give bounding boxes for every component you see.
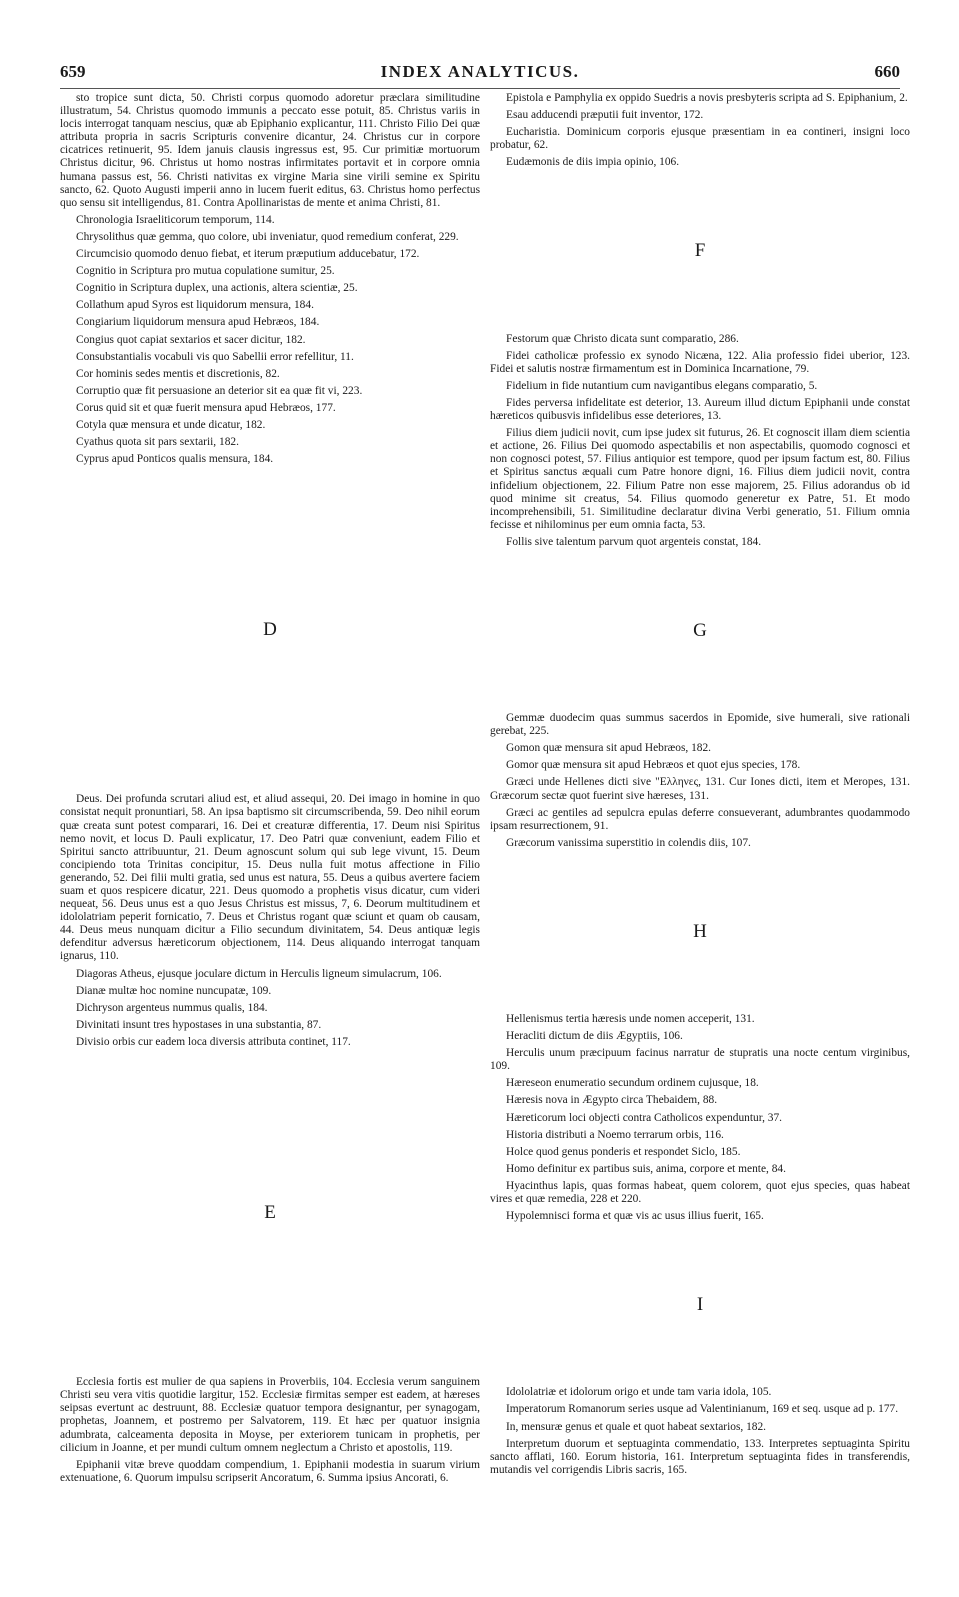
index-entry: Eudæmonis de diis impia opinio, 106. [506,156,680,169]
index-entry: Gomor quæ mensura sit apud Hebræos et quot ejus species, 178. [506,759,801,772]
index-entry: Congiarium liquidorum mensura apud Hebræos, 184. [76,316,320,329]
left-column [60,92,480,1489]
index-entry: Ecclesia fortis est mulier de qua sapiens in Proverbiis, 104. Ecclesia verum sanguinem Christi seu vera vitis quotidie largitur, 152. Ecclesiæ firmitas semper est eadem, at hæreses seipsas evertunt ac destruunt, 88. Ecclesiæ quatuor tempora designantur, per synagogam, prophetas, Joannem, et postremo per Salvatorem, 119. Et hæc per quatuor insignia adumbrata, calceamenta deposita in Moyse, per exteriorem tunicam in prophetis, per cilicium in Joanne, et per mundi cultum omnem neglectum a Christo et apostolis, 119. [60,1376,480,1454]
index-entry: Imperatorum Romanorum series usque ad Valentinianum, 169 et seq. usque ad p. 177. [506,1403,899,1416]
index-entry: Esau adducendi præputii fuit inventor, 172. [506,109,704,122]
index-entry: Fides perversa infidelitate est deterior, 13. Aureum illud dictum Epiphanii unde constat hæreticos quibusvis infidelibus esse deteriores, 13. [490,396,910,423]
index-entry: Græci unde Hellenes dicti sive "Ελληνες, 131. Cur Iones dicti, item et Meropes, 131. Græcorum sectæ quot fuerint sive hæreses, 131. [490,776,910,802]
index-entry: Interpretum duorum et septuaginta commendatio, 133. Interpretes septuaginta Spiritu sancto afflati, 160. Eorum historia, 161. Interpretum septuaginta fides in transferendis, mutandis vel corrigendis Libris sacris, 165. [490,1437,910,1476]
index-entry: Græci ac gentiles ad sepulcra epulas deferre consueverant, adumbrantes quodammodo ipsam resurrectionem, 91. [490,806,910,832]
index-entry: Congius quot capiat sextarios et sacer dicitur, 182. [76,333,306,346]
index-entry: Fidelium in fide nutantium cum navigantibus elegans comparatio, 5. [506,379,818,392]
page-header [60,62,900,89]
index-entry: Follis sive talentum parvum quot argenteis constat, 184. [506,535,762,548]
page-number-left: 659 [60,62,86,81]
index-entry: Cor hominis sedes mentis et discretionis, 82. [76,367,280,380]
right-column [490,92,910,1481]
index-entry: Divisio orbis cur eadem loca diversis attributa continet, 117. [76,1035,351,1048]
index-entry: sto tropice sunt dicta, 50. Christi corpus quomodo adoretur præclara similitudine illustratum, 54. Christus quomodo immunis a peccato esse potuit, 85. Christus variis in locis interrogat tanquam nescius, quæ ab Epiphanio explicantur, 111. Christo Filio Dei quæ attributa propria in sacris Scripturis convenire dicantur, 24. Christus cur in corpore cicatrices retinuerit, 95. Idem januis clausis ingressus est, 95. Cur primitiæ mortuorum Christus dicitur, 96. Christus ut homo nostras infirmitates portavit et in corpore omnia humana passus est, 56. Christi nativitas ex virgine Maria sine virili semine ex Spiritu sancto, 62. Quoto Augusti imperii anno in lucem fuerit editus, 63. Christus homo perfectus quo sensu sit intelligendus, 81. Contra Apollinaristas de mente et anima Christi, 81. [60,92,480,209]
index-entry: Hæreticorum loci objecti contra Catholicos expenduntur, 37. [506,1111,783,1124]
index-entry: Festorum quæ Christo dicata sunt comparatio, 286. [506,332,739,345]
index-entry: Circumcisio quomodo denuo fiebat, et iterum præputium adducebatur, 172. [76,248,420,261]
index-entry: Cyprus apud Ponticos qualis mensura, 184. [76,453,274,466]
page-number-right: 660 [874,62,900,81]
index-entry: Corus quid sit et quæ fuerit mensura apud Hebræos, 177. [76,401,336,414]
index-entry: Hæreseon enumeratio secundum ordinem cujusque, 18. [506,1077,759,1090]
index-entry: Epiphanii vitæ breve quoddam compendium, 1. Epiphanii modestia in suarum virium extenuatione, 6. Quorum impulsu scripserit Ancoratum, 6. Summa ipsius Ancorati, 6. [60,1458,480,1484]
index-entry: Cyathus quota sit pars sextarii, 182. [76,436,239,449]
index-entry: Cognitio in Scriptura duplex, una actionis, altera scientiæ, 25. [76,282,358,295]
section-letter-heading: H [693,920,707,942]
index-entry: Dichryson argenteus nummus qualis, 184. [76,1001,268,1014]
section-letter-heading: F [694,240,706,262]
index-entry: Homo definitur ex partibus suis, anima, corpore et mente, 84. [506,1162,786,1175]
index-entry: Hypolemnisci forma et quæ vis ac usus illius fuerit, 165. [506,1210,764,1223]
index-entry: Chronologia Israeliticorum temporum, 114. [76,213,275,226]
index-entry: Hæresis nova in Ægypto circa Thebaidem, 88. [506,1094,718,1107]
index-entry: Corruptio quæ fit persuasione an deterior sit ea quæ fit vi, 223. [76,384,363,397]
index-entry: Fidei catholicæ professio ex synodo Nicæna, 122. Alia professio fidei uberior, 123. Fidei et salutis nostræ firmamentum est in Dominica Incarnatione, 79. [490,349,910,375]
index-entry: Deus. Dei profunda scrutari aliud est, et aliud assequi, 20. Dei imago in homine in quo consistat nequit pronuntiari, 58. An ipsa baptismo sit circumscribenda, 59. Deo nihil eorum quæ creata sunt potest comparari, 16. Dei et creaturæ differentia, 17. Deum nisi Spiritus nemo novit, et locus D. Pauli explicatur, 17. Deo Patri quæ conveniunt, eadem Filio et Spiritui sancto attribuuntur, 21. Deum agnoscunt solum qui sub lege vivunt, 15. Deum concipiendo tota Trinitas concipitur, 15. Deus nulla fuit motus affectione in Filio generando, 52. Dei filii multi gratia, sed unus est natura, 55. Deus a quibus avertere faciem suam et quos respicere dicatur, 221. Deus quomodo a prophetis visus dicatur, cum videri nequeat, 56. Deus unus est a quo Jesus Christus est missus, 7, 6. Deorum multitudinem et idololatriam peperit fornicatio, 7. Deus et Christus rogant quæ sciunt et quam ob causam, 44. Deus meus nunquam dicitur a Filio secundum divinitatem, 54. Deus antiquæ legis defenditur adversus hæreticorum objectionem, 114. Deus aliquando interrogat tanquam ignarus, 110. [60,793,480,963]
index-entry: Gemmæ duodecim quas summus sacerdos in Epomide, sive humerali, sive rationali gerebat, 225. [490,712,910,738]
index-entry: Herculis unum præcipuum facinus narratur de stupratis una nocte centum virginibus, 109. [490,1047,910,1073]
section-letter-heading: I [696,1294,704,1316]
index-entry: Græcorum vanissima superstitio in colendis diis, 107. [506,836,751,849]
index-entry: Diagoras Atheus, ejusque joculare dictum in Herculis ligneum simulacrum, 106. [76,967,442,980]
index-entry: Heracliti dictum de diis Ægyptiis, 106. [506,1030,683,1043]
index-entry: Cognitio in Scriptura pro mutua copulatione sumitur, 25. [76,265,335,278]
index-entry: Eucharistia. Dominicum corporis ejusque præsentiam in ea contineri, insigni loco probatur, 62. [490,126,910,152]
index-entry: Holce quod genus ponderis et respondet Siclo, 185. [506,1145,741,1158]
index-entry: Cotyla quæ mensura et unde dicatur, 182. [76,418,266,431]
index-entry: Chrysolithus quæ gemma, quo colore, ubi inveniatur, quod remedium conferat, 229. [76,230,459,243]
section-letter-heading: D [263,619,277,641]
index-entry: In, mensuræ genus et quale et quot habeat sextarios, 182. [506,1420,767,1433]
index-entry: Hyacinthus lapis, quas formas habeat, quem colorem, quot ejus species, quas habeat vires et quæ remedia, 228 et 220. [490,1179,910,1206]
index-entry: Consubstantialis vocabuli vis quo Sabellii error refellitur, 11. [76,350,354,363]
index-entry: Historia distributi a Noemo terrarum orbis, 116. [506,1128,724,1141]
index-entry: Divinitati insunt tres hypostases in una substantia, 87. [76,1018,322,1031]
index-entry: Hellenismus tertia hæresis unde nomen acceperit, 131. [506,1013,755,1025]
section-letter-heading: E [264,1202,276,1224]
index-entry: Filius diem judicii novit, cum ipse judex sit futurus, 26. Et cognoscit illam diem scientia et actione, 26. Filius Dei quomodo aspectabilis et non aspectabilis, quomodo cognosci et non cognosci potest, 57. Filius antiquior est tempore, quod per ipsum factum est, 80. Filius et Spiritus sanctus æquali cum Patre honore digni, 16. Filius diem judicii novit, contra infidelium objectionem, 22. Filium Patre non esse majorem, 25. Filius adorandus ob id quod minime sit creatus, 54. Filius quomodo generetur ex Patre, 51. Et modo incomprehensibili, 51. Similitudine declaratur divina Verbi generatio, 51. Filium omnia fecisse et nihilominus per eum omnia facta, 53. [490,427,910,531]
index-entry: Gomon quæ mensura sit apud Hebræos, 182. [506,742,712,755]
index-entry: Collathum apud Syros est liquidorum mensura, 184. [76,299,314,312]
index-entry: Dianæ multæ hoc nomine nuncupatæ, 109. [76,984,272,997]
running-title: INDEX ANALYTICUS. [380,62,580,81]
index-entry: Idololatriæ et idolorum origo et unde tam varia idola, 105. [506,1386,772,1399]
section-letter-heading: G [693,619,707,641]
index-entry: Epistola e Pamphylia ex oppido Suedris a novis presbyteris scripta ad S. Epiphanium, 2. [506,92,908,104]
